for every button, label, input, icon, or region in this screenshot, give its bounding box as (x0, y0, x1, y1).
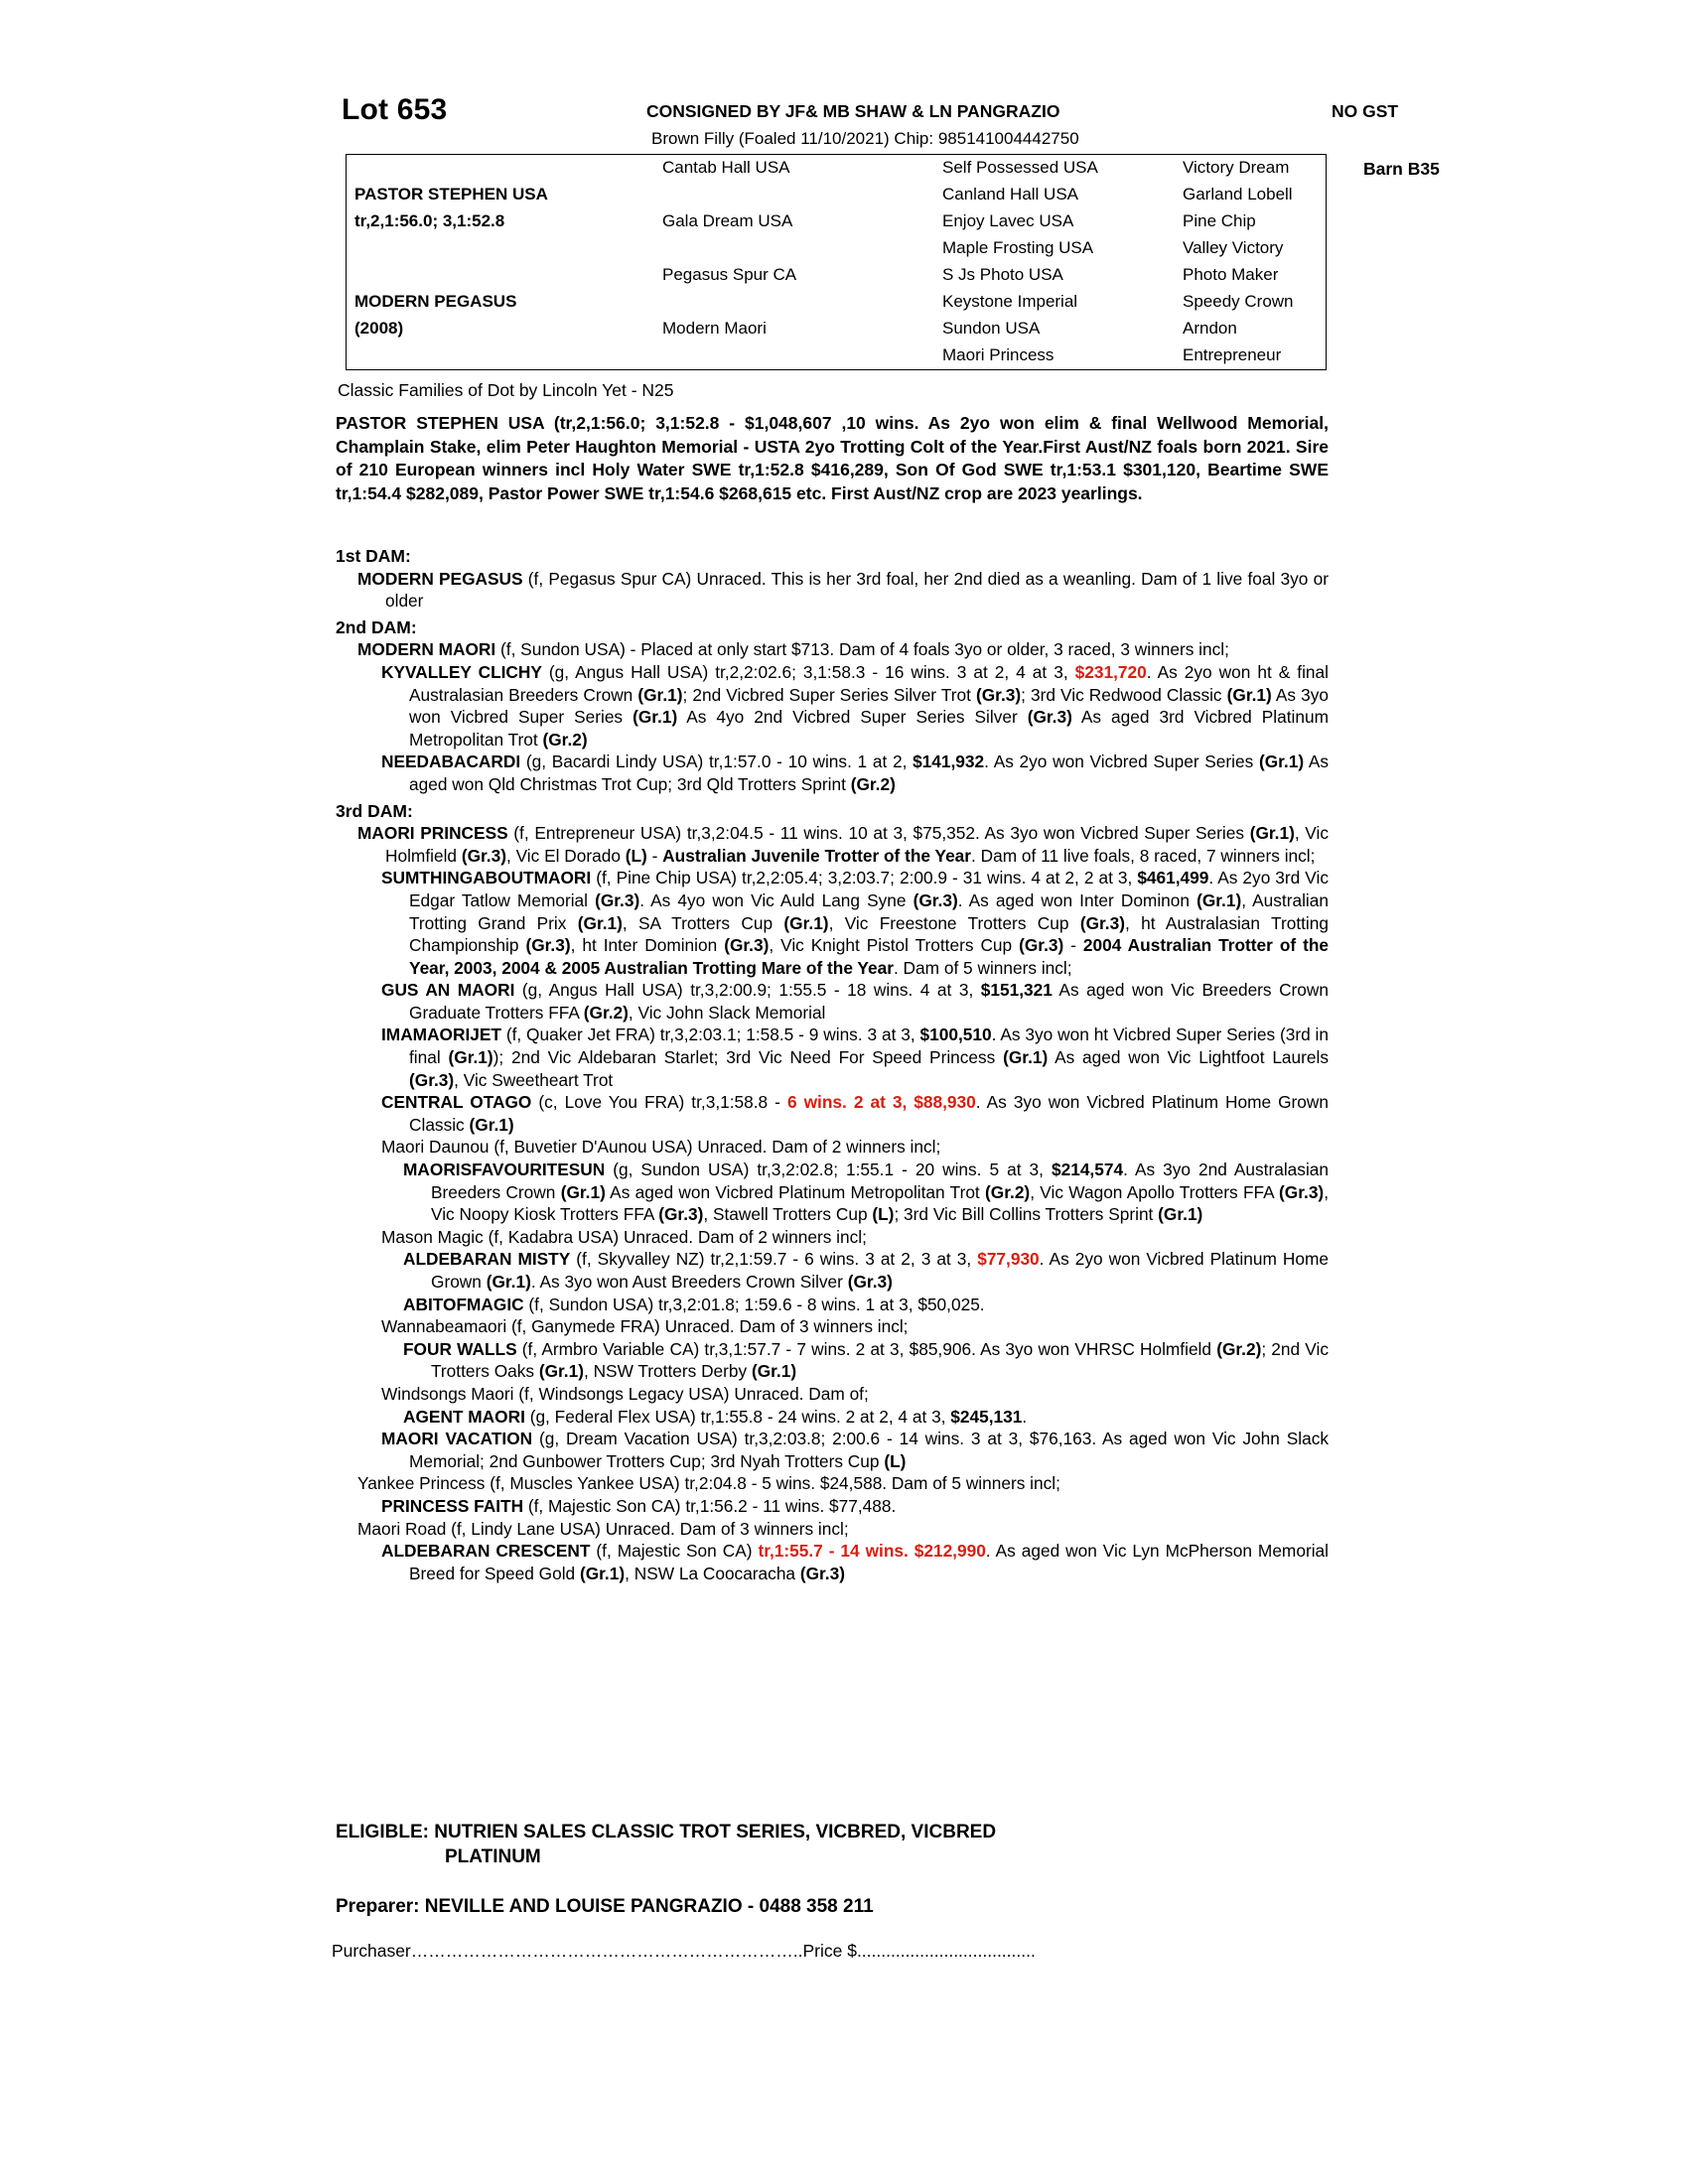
horse-name: NEEDABACARDI (381, 751, 521, 772)
pedigree-cell (347, 235, 654, 262)
horse-text: As aged won Vic Lightfoot Laurels (1048, 1047, 1329, 1068)
pedigree-cell: Victory Dream (1183, 158, 1290, 177)
grade-badge: (Gr.1) (783, 912, 829, 933)
horse-record: (g, Sundon USA) tr,3,2:02.8; 1:55.1 - 20 wins. 5 at 3, (605, 1160, 1052, 1180)
horse-text: As aged won Vic Breeders Crown Graduate Trotters FFA (409, 980, 1330, 1023)
horse-name: ALDEBARAN MISTY (403, 1249, 571, 1270)
horse-name: KYVALLEY CLICHY (381, 661, 542, 682)
progeny-maori-vacation (336, 1428, 1329, 1472)
earnings: $214,574 (1051, 1160, 1124, 1180)
first-dam-heading: 1st DAM: (336, 546, 411, 566)
progeny-four-walls (336, 1338, 1329, 1383)
grade-badge: (Gr.1) (486, 1272, 531, 1292)
horse-record: (f, Sundon USA) tr,3,2:01.8; 1:59.6 - 8 wins. 1 at 3, $50,025. (523, 1294, 985, 1314)
grade-badge: (Gr.3) (461, 845, 506, 866)
progeny-aldebaran-crescent (336, 1540, 1329, 1584)
grade-badge: (Gr.1) (448, 1047, 493, 1068)
progeny-maori-road: Maori Road (f, Lindy Lane USA) Unraced. Dam of 3 winners incl; (357, 1518, 849, 1539)
grade-badge: (Gr.1) (579, 1563, 626, 1583)
grade-badge: (Gr.3) (913, 889, 958, 910)
horse-text: , Vic Sweetheart Trot (454, 1069, 614, 1090)
pedigree-cell: Cantab Hall USA (662, 158, 790, 177)
pedigree-cell: Entrepreneur (1183, 345, 1282, 364)
grade-badge: (Gr.1) (1158, 1204, 1203, 1225)
grade-badge: (Gr.2) (850, 773, 896, 794)
pedigree-cell (654, 289, 934, 316)
progeny-maori-princess (336, 822, 1329, 867)
horse-text: , SA Trotters Cup (622, 912, 784, 933)
horse-text: - (646, 845, 663, 866)
earnings-highlight: $77,930 (977, 1249, 1040, 1270)
progeny-needabacardi (336, 751, 1329, 795)
progeny-central-otago (336, 1091, 1329, 1136)
earnings-highlight: 6 wins. 2 at 3, $88,930 (786, 1092, 976, 1113)
progeny-abitofmagic (336, 1294, 1329, 1316)
earnings-highlight: tr,1:55.7 - 14 wins. $212,990 (758, 1541, 986, 1562)
grade-badge: (Gr.3) (847, 1272, 893, 1292)
grade-badge: (Gr.3) (409, 1069, 455, 1090)
horse-record: (f, Quaker Jet FRA) tr,3,2:03.1; 1:58.5 - 9 wins. 3 at 3, (500, 1024, 920, 1045)
horse-text: As 3yo won Vicbred Super Series (409, 684, 1330, 728)
horse-text: ; 2nd Vicbred Super Series Silver Trot (682, 684, 976, 705)
pedigree-body (336, 541, 1329, 1584)
first-dam-name: MODERN PEGASUS (357, 568, 523, 589)
horse-text: . Dam of 5 winners incl; (893, 957, 1072, 978)
horse-record: (f, Majestic Son CA) (590, 1541, 759, 1562)
horse-name: MAORISFAVOURITESUN (403, 1160, 606, 1180)
grade-badge: (Gr.3) (724, 935, 770, 956)
horse-record: (g, Dream Vacation USA) tr,3,2:03.8; 2:00.6 - 14 wins. 3 at 3, $76,163. As aged won Vic John Slack Memorial; 2nd Gunbower Trotters Cup; 3rd Nyah Trotters Cup (409, 1429, 1329, 1471)
grade-badge: (Gr.3) (525, 935, 571, 956)
horse-text: , ht Australasian Trotting Championship (409, 912, 1329, 956)
sire-name-cell (347, 155, 654, 182)
grade-badge: (Gr.2) (985, 1181, 1031, 1202)
preparer-line: Preparer: NEVILLE AND LOUISE PANGRAZIO - 0488 358 211 (336, 1896, 874, 1917)
progeny-imamaorijet (336, 1024, 1329, 1091)
grade-badge: (Gr.1) (1226, 684, 1272, 705)
first-dam-text: (f, Pegasus Spur CA) Unraced. This is her 3rd foal, her 2nd died as a weanling. Dam of 1 live foal 3yo or older (385, 568, 1329, 612)
horse-record: (f, Armbro Variable CA) tr,3,1:57.7 - 7 wins. 2 at 3, $85,906. As 3yo won VHRSC Holmfield (516, 1338, 1217, 1359)
progeny-kyvalley-clichy (336, 661, 1329, 751)
table-row (347, 342, 1377, 369)
horse-name: SUMTHINGABOUTMAORI (381, 868, 592, 888)
purchaser-line: Purchaser…………………………………………………………..Price $..................................... (332, 1941, 1036, 1961)
grade-badge: (L) (872, 1204, 895, 1225)
horse-record: (g, Bacardi Lindy USA) tr,1:57.0 - 10 wins. 1 at 2, (520, 751, 914, 772)
horse-text: , ht Inter Dominion (570, 935, 725, 956)
horse-text: . As 3yo 2nd Australasian Breeders Crown (431, 1160, 1330, 1202)
horse-record: (f, Skyvalley NZ) tr,2,1:59.7 - 6 wins. 3 at 2, 3 at 3, (570, 1249, 978, 1270)
lot-number: Lot 653 (342, 93, 448, 126)
second-dam-entry (336, 638, 1329, 661)
award-title: Australian Juvenile Trotter of the Year (662, 845, 972, 866)
horse-text: . As 2yo won ht & final Australasian Breeders Crown (409, 661, 1329, 705)
horse-text: As aged won Vicbred Platinum Metropolitan Trot (605, 1181, 986, 1202)
horse-record: (c, Love You FRA) tr,3,1:58.8 - (531, 1092, 787, 1113)
grade-badge: (Gr.1) (1249, 823, 1295, 844)
earnings: $461,499 (1137, 868, 1209, 888)
grade-badge: (Gr.1) (637, 684, 683, 705)
pedigree-cell (347, 342, 654, 369)
grade-badge: (Gr.1) (633, 707, 678, 728)
pedigree-cell (654, 182, 934, 208)
pedigree-cell: Keystone Imperial (942, 292, 1078, 311)
horse-name: AGENT MAORI (403, 1406, 525, 1427)
horse-record: (g, Federal Flex USA) tr,1:55.8 - 24 wins. 2 at 2, 4 at 3, (524, 1406, 951, 1427)
grade-badge: (Gr.3) (975, 684, 1022, 705)
pedigree-cell: Enjoy Lavec USA (942, 211, 1074, 230)
gst-status: NO GST (1332, 101, 1399, 121)
horse-text: . Dam of 11 live foals, 8 raced, 7 winners incl; (971, 845, 1316, 866)
grade-badge: (Gr.1) (1196, 889, 1242, 910)
grade-badge: (Gr.2) (583, 1002, 629, 1023)
horse-text: ; 3rd Vic Redwood Classic (1021, 684, 1227, 705)
horse-record: (f, Pine Chip USA) tr,2,2:05.4; 3,2:03.7; 2:00.9 - 31 wins. 4 at 2, 2 at 3, (591, 868, 1138, 888)
award-title: 2004 Australian Trotter of the Year, 2003, 2004 & 2005 Australian Trotting Mare of the Year (409, 935, 1330, 978)
horse-text: As aged 3rd Vicbred Platinum Metropolitan Trot (409, 707, 1329, 750)
horse-record: (f, Majestic Son CA) tr,1:56.2 - 11 wins. $77,488. (523, 1495, 897, 1516)
earnings: $100,510 (919, 1024, 992, 1045)
earnings: $141,932 (913, 751, 985, 772)
horse-name: ABITOFMAGIC (403, 1294, 524, 1314)
table-row (347, 155, 1377, 182)
horse-text: . As 2yo won Vicbred Super Series (984, 751, 1259, 772)
earnings: $151,321 (980, 980, 1053, 1001)
progeny-windsongs-maori: Windsongs Maori (f, Windsongs Legacy USA) Unraced. Dam of; (381, 1383, 869, 1404)
horse-text: , Stawell Trotters Cup (703, 1204, 873, 1225)
horse-text: . As 3yo won Aust Breeders Crown Silver (530, 1272, 848, 1292)
table-row (347, 182, 1377, 208)
pedigree-cell: Maple Frosting USA (942, 238, 1094, 257)
horse-name: ALDEBARAN CRESCENT (381, 1541, 591, 1562)
horse-name: PRINCESS FAITH (381, 1495, 524, 1516)
horse-text: , NSW Trotters Derby (583, 1361, 752, 1382)
progeny-princess-faith (336, 1495, 1329, 1518)
table-row (347, 208, 1377, 235)
progeny-gus-an-maori (336, 979, 1329, 1024)
horse-name: FOUR WALLS (403, 1338, 517, 1359)
pedigree-cell (347, 262, 654, 289)
horse-text: . As 2yo won Vicbred Platinum Home Grown (431, 1249, 1329, 1292)
progeny-maori-daunou: Maori Daunou (f, Buvetier D'Aunou USA) Unraced. Dam of 2 winners incl; (381, 1137, 941, 1158)
pedigree-cell: S Js Photo USA (942, 265, 1063, 284)
grade-badge: (L) (625, 845, 647, 866)
pedigree-cell: Maori Princess (942, 345, 1055, 364)
horse-text: . As aged won Vic Lyn McPherson Memorial Breed for Speed Gold (409, 1541, 1329, 1583)
sire-name: PASTOR STEPHEN USA (354, 185, 548, 204)
second-dam-name: MODERN MAORI (357, 639, 496, 660)
horse-text: - (1063, 935, 1083, 956)
foal-details: Brown Filly (Foaled 11/10/2021) Chip: 985141004442750 (651, 129, 1079, 148)
grade-badge: (Gr.3) (595, 889, 640, 910)
second-dam-text: (f, Sundon USA) - Placed at only start $713. Dam of 4 foals 3yo or older, 3 raced, 3 winners incl; (495, 639, 1229, 660)
grade-badge: (Gr.3) (799, 1563, 845, 1583)
horse-text: , Australian Trotting Grand Prix (409, 889, 1329, 933)
progeny-agent-maori (336, 1406, 1329, 1429)
pedigree-cell: Self Possessed USA (942, 158, 1098, 177)
progeny-mason-magic: Mason Magic (f, Kadabra USA) Unraced. Dam of 2 winners incl; (381, 1226, 867, 1247)
horse-text: . As aged won Inter Dominon (957, 889, 1197, 910)
grade-badge: (Gr.3) (1079, 912, 1125, 933)
grade-badge: (Gr.1) (538, 1361, 584, 1382)
dam-year: (2008) (354, 319, 404, 338)
pedigree-cell: Sundon USA (942, 319, 1041, 338)
grade-badge: (Gr.2) (542, 729, 588, 750)
progeny-yankee-princess: Yankee Princess (f, Muscles Yankee USA) tr,2:04.8 - 5 wins. $24,588. Dam of 5 winners incl; (357, 1473, 1060, 1494)
pedigree-cell: Modern Maori (662, 319, 767, 338)
grade-badge: (Gr.3) (1027, 707, 1072, 728)
table-row (347, 262, 1377, 289)
earnings: $245,131 (950, 1406, 1023, 1427)
horse-text: , Vic Noopy Kiosk Trotters FFA (431, 1181, 1329, 1225)
eligibility-line-2: PLATINUM (445, 1846, 541, 1867)
third-dam-heading: 3rd DAM: (336, 800, 413, 821)
grade-badge: (Gr.3) (1279, 1181, 1325, 1202)
pedigree-cell: Photo Maker (1183, 265, 1279, 284)
pedigree-cell: Gala Dream USA (662, 211, 793, 230)
first-dam-entry (336, 568, 1329, 613)
second-dam-heading: 2nd DAM: (336, 616, 417, 637)
barn-number: Barn B35 (1363, 159, 1440, 179)
eligibility-block (336, 1820, 1329, 1869)
horse-text: , Vic Wagon Apollo Trotters FFA (1030, 1181, 1280, 1202)
horse-text: , NSW La Coocaracha (625, 1563, 800, 1583)
grade-badge: (Gr.1) (1258, 751, 1305, 772)
pedigree-cell: Speedy Crown (1183, 292, 1294, 311)
classic-families-line: Classic Families of Dot by Lincoln Yet - N25 (338, 380, 674, 400)
grade-badge: (Gr.3) (658, 1204, 704, 1225)
pedigree-cell: Pegasus Spur CA (662, 265, 797, 284)
horse-text: , Vic Freestone Trotters Cup (828, 912, 1080, 933)
progeny-sumthingaboutmaori (336, 867, 1329, 979)
horse-text: As 4yo 2nd Vicbred Super Series Silver (677, 707, 1028, 728)
progeny-aldebaran-misty (336, 1248, 1329, 1293)
grade-badge: (Gr.2) (1216, 1338, 1262, 1359)
grade-badge: (L) (884, 1450, 907, 1471)
eligibility-line-1: ELIGIBLE: NUTRIEN SALES CLASSIC TROT SERIES, VICBRED, VICBRED (336, 1822, 997, 1843)
horse-text: . As 2yo 3rd Vic Edgar Tatlow Memorial (409, 868, 1329, 910)
sire-paragraph: PASTOR STEPHEN USA (tr,2,1:56.0; 3,1:52.8 - $1,048,607 ,10 wins. As 2yo won elim & final Wellwood Memorial, Champlain Stake, elim Peter Haughton Memorial - USTA 2yo Trotting Colt of the Year.First Aust/NZ foals born 2021. Sire of 210 European winners incl Holy Water SWE tr,1:52.8 $416,289, Son Of God SWE tr,1:53.1 $301,120, Beartime SWE tr,1:54.4 $282,089, Pastor Power SWE tr,1:54.6 $268,615 etc. First Aust/NZ crop are 2023 yearlings. (336, 413, 1329, 503)
horse-text: . As 4yo won Vic Auld Lang Syne (639, 889, 914, 910)
horse-record: (g, Angus Hall USA) tr,2,2:02.6; 3,1:58.3 - 16 wins. 3 at 2, 4 at 3, (541, 661, 1075, 682)
grade-badge: (Gr.1) (560, 1181, 606, 1202)
horse-name: CENTRAL OTAGO (381, 1092, 532, 1113)
horse-text: ); 2nd Vic Aldebaran Starlet; 3rd Vic Need For Speed Princess (492, 1047, 1004, 1068)
horse-text: . As 3yo won Vicbred Platinum Home Grown Classic (409, 1092, 1330, 1135)
pedigree-cell (654, 342, 934, 369)
table-row (347, 235, 1377, 262)
grade-badge: (Gr.1) (469, 1114, 514, 1135)
pedigree-cell (654, 235, 934, 262)
horse-text: , Vic El Dorado (505, 845, 626, 866)
pedigree-cell: Valley Victory (1183, 238, 1284, 257)
pedigree-table (346, 154, 1327, 370)
horse-name: MAORI VACATION (381, 1429, 533, 1449)
grade-badge: (Gr.1) (577, 912, 623, 933)
progeny-wannabeamaori: Wannabeamaori (f, Ganymede FRA) Unraced. Dam of 3 winners incl; (381, 1316, 909, 1337)
consignor-line: CONSIGNED BY JF& MB SHAW & LN PANGRAZIO (646, 101, 1060, 121)
sire-record: tr,2,1:56.0; 3,1:52.8 (354, 211, 505, 230)
horse-text: ; 3rd Vic Bill Collins Trotters Sprint (894, 1204, 1159, 1225)
horse-name: MAORI PRINCESS (357, 823, 508, 844)
horse-text: , Vic Knight Pistol Trotters Cup (769, 935, 1020, 956)
table-row (347, 289, 1377, 316)
horse-text: As aged won Qld Christmas Trot Cup; 3rd Qld Trotters Sprint (409, 751, 1329, 794)
pedigree-cell: Arndon (1183, 319, 1237, 338)
horse-text: , Vic Holmfield (385, 823, 1329, 866)
progeny-maorisfavouritesun (336, 1159, 1329, 1226)
grade-badge: (Gr.1) (751, 1361, 797, 1382)
horse-text: , Vic John Slack Memorial (628, 1002, 826, 1023)
earnings-highlight: $231,720 (1074, 661, 1147, 682)
horse-text: . As 3yo won ht Vicbred Super Series (3rd in final (409, 1024, 1330, 1068)
dam-name: MODERN PEGASUS (354, 292, 517, 311)
horse-name: GUS AN MAORI (381, 980, 515, 1001)
grade-badge: (Gr.1) (1003, 1047, 1049, 1068)
pedigree-cell: Canland Hall USA (942, 185, 1079, 204)
grade-badge: (Gr.3) (1019, 935, 1064, 956)
horse-name: IMAMAORIJET (381, 1024, 501, 1045)
pedigree-cell: Garland Lobell (1183, 185, 1293, 204)
horse-record: (f, Entrepreneur USA) tr,3,2:04.5 - 11 wins. 10 at 3, $75,352. As 3yo won Vicbred Super Series (507, 823, 1250, 844)
horse-record: (g, Angus Hall USA) tr,3,2:00.9; 1:55.5 - 18 wins. 4 at 3, (514, 980, 981, 1001)
table-row (347, 316, 1377, 342)
pedigree-cell: Pine Chip (1183, 211, 1256, 230)
horse-text: . (1022, 1406, 1028, 1427)
horse-text: ; 2nd Vic Trotters Oaks (431, 1338, 1329, 1382)
